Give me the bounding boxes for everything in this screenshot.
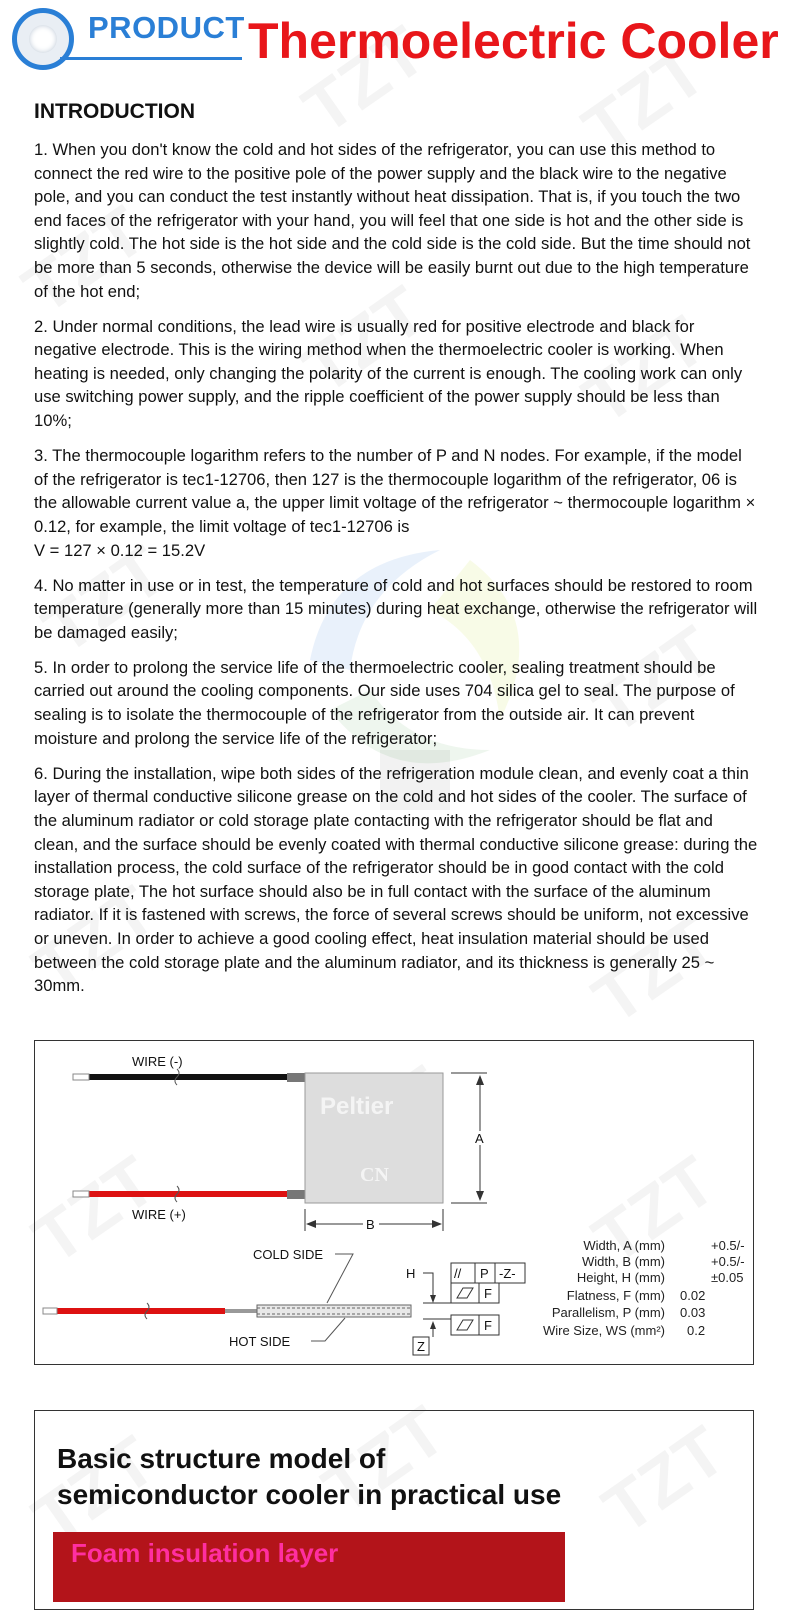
spec-value: +0.5/- — [711, 1238, 745, 1253]
structure-title — [57, 1441, 677, 1513]
spec-value: 0.02 — [680, 1288, 706, 1303]
spec-table — [543, 1238, 745, 1338]
peltier-dimension-diagram — [34, 1040, 754, 1365]
page-title: Thermoelectric Cooler — [248, 13, 779, 69]
spec-label: Wire Size, WS (mm²) — [542, 1323, 665, 1338]
structure-title-line: Basic structure model of — [57, 1443, 386, 1474]
structure-title-line: semiconductor cooler in practical use — [57, 1479, 562, 1510]
svg-text://: // — [454, 1266, 462, 1281]
intro-heading: INTRODUCTION — [34, 100, 195, 123]
tol-f-label-bottom: F — [484, 1318, 492, 1333]
intro-paragraph: 5. In order to prolong the service life of the thermoelectric cooler, sealing treatment should be carried out around the cooling components. Our side uses 704 silica gel to seal. The purpose of sealing is to isolate the thermocouple of the refrigerator from the outside air. It can prevent moisture and prolong the service life of the refrigerator; — [34, 657, 735, 748]
tol-p-label: P — [480, 1266, 489, 1281]
z-label: Z — [417, 1339, 425, 1354]
hot-side-label: HOT SIDE — [229, 1334, 291, 1349]
intro-text — [34, 138, 760, 1009]
spec-label: Height, H (mm) — [576, 1270, 665, 1285]
side-view-module — [257, 1305, 411, 1317]
brand-logo-icon — [12, 8, 74, 70]
voltage-formula: V = 127 × 0.12 = 15.2V — [34, 540, 206, 560]
spec-label: Parallelism, P (mm) — [551, 1305, 665, 1320]
cold-side-label: COLD SIDE — [253, 1247, 324, 1262]
intro-paragraph — [34, 444, 760, 538]
spec-label: Width, A (mm) — [583, 1238, 665, 1253]
intro-paragraph-text: 3. The thermocouple logarithm refers to the number of P and N nodes. For example, if the model of the refrigerator is tec1-12706, then 127 is the thermocouple logarithm of the refrigerator, 06 is the allowable current value a, the upper limit voltage of the refrigerator ~ thermocouple logarithm × 0.12, for example, the limit voltage of tec1-12706 is — [34, 446, 756, 536]
intro-paragraph — [34, 315, 760, 433]
foam-layer-label: Foam insulation layer — [71, 1538, 339, 1568]
spec-value: ±0.05 — [711, 1270, 744, 1285]
dim-b-label: B — [366, 1217, 375, 1232]
wire-neg-label: WIRE (-) — [132, 1054, 183, 1069]
module-mark: CN — [360, 1164, 389, 1186]
wire-pos-label: WIRE (+) — [132, 1207, 186, 1222]
structure-section — [34, 1410, 754, 1610]
spec-value: +0.5/- — [711, 1254, 745, 1269]
tol-z-label: -Z- — [499, 1266, 516, 1281]
spec-value: 0.2 — [687, 1323, 706, 1338]
intro-paragraph: 4. No matter in use or in test, the temperature of cold and hot surfaces should be restored to room temperature (generally more than 15 minutes) during heat exchange, otherwise the refrigerator will be damaged easily; — [34, 575, 758, 642]
product-underline — [60, 57, 242, 60]
diagram-drawing — [35, 1041, 753, 1364]
foam-layer-image — [53, 1532, 565, 1602]
spec-value: 0.03 — [680, 1305, 706, 1320]
intro-paragraph: 6. During the installation, wipe both sides of the refrigeration module clean, and evenly coat a thin layer of thermal conductive silicone grease on the cold and hot sides of the cooler. The surface of the aluminum radiator or cold storage plate contacting with the refrigerator should be flat and clean, and the surface should be evenly coated with thermal conductive silicone grease: during the installation process, the cold surface of the refrigerator should be in good contact with the cold storage plate, The hot surface should also be in full contact with the surface of the aluminum radiator. If it is fastened with screws, the force of several screws should be uniform, not excessive or uneven. In order to achieve a good cooling effect, heat insulation material should be used between the cold storage plate and the aluminum radiator, and its thickness is generally 25 ~ 30mm. — [34, 763, 758, 996]
spec-label: Flatness, F (mm) — [566, 1288, 665, 1303]
intro-paragraph: 1. When you don't know the cold and hot sides of the refrigerator, you can use this method to connect the red wire to the positive pole of the power supply and the black wire to the negative pole, and you can conduct the test instantly without heat dissipation. That is, if you touch the two end faces of the refrigerator with your hand, you will feel that one side is hot and the other side is slightly cold. The hot side is the hot side and the cold side is the cold side. But the time should not be more than 5 seconds, otherwise the device will be easily burnt out due to the high temperature of the hot end; — [34, 140, 751, 301]
page-header — [0, 0, 800, 90]
tol-f-label: F — [484, 1286, 492, 1301]
h-label: H — [406, 1266, 416, 1281]
dim-a-label: A — [475, 1131, 484, 1146]
module-name: Peltier — [320, 1093, 394, 1120]
intro-paragraph-text: 2. Under normal conditions, the lead wire is usually red for positive electrode and black for negative electrode. This is the wiring method when the thermoelectric cooler is working. When heating is needed, only changing the polarity of the current is enough. The cooling work can only use switching power supply, and the ripple coefficient of the power supply should be less than 10%; — [34, 316, 743, 431]
product-label: PRODUCT — [88, 10, 245, 45]
spec-label: Width, B (mm) — [581, 1254, 665, 1269]
